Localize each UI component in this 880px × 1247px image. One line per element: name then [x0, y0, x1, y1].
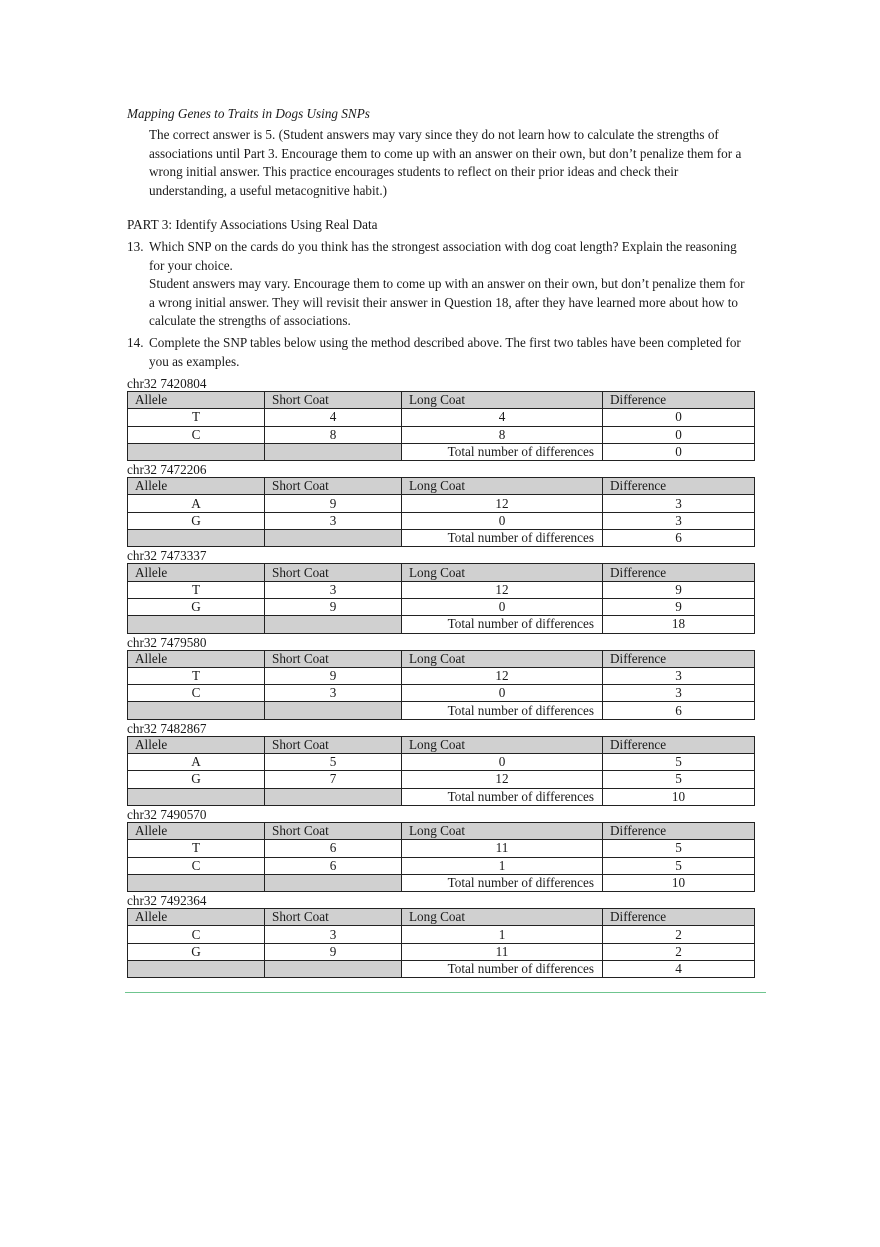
- table-cell: 3: [265, 581, 402, 598]
- empty-cell: [128, 874, 265, 891]
- table-cell: T: [128, 581, 265, 598]
- empty-cell: [128, 443, 265, 460]
- part-title: PART 3: Identify Associations Using Real Data: [127, 217, 378, 232]
- total-value: 4: [603, 961, 755, 978]
- empty-cell: [265, 788, 402, 805]
- table-cell: 3: [603, 685, 755, 702]
- column-header: Short Coat: [265, 392, 402, 409]
- snp-table-label: chr32 7490570: [127, 806, 207, 822]
- table-header-row: [128, 822, 755, 839]
- empty-cell: [128, 788, 265, 805]
- total-row: [128, 530, 755, 547]
- total-value: 0: [603, 443, 755, 460]
- table-cell: 6: [265, 840, 402, 857]
- snp-table-label: chr32 7492364: [127, 893, 207, 909]
- table-cell: 12: [402, 771, 603, 788]
- column-header: Allele: [128, 478, 265, 495]
- table-cell: 0: [402, 754, 603, 771]
- table-cell: 9: [265, 495, 402, 512]
- table-cell: C: [128, 857, 265, 874]
- table-cell: 11: [402, 840, 603, 857]
- question-13-answer: Student answers may vary. Encourage them to come up with an answer on their own, but don’t penalize them for a wrong initial answer. They will revisit their answer in Question 18, after they have learned more about how to calculate the strengths of associations.: [149, 276, 745, 329]
- column-header: Short Coat: [265, 650, 402, 667]
- table-cell: G: [128, 512, 265, 529]
- table-row: [128, 581, 755, 598]
- column-header: Long Coat: [402, 564, 603, 581]
- table-cell: 5: [603, 754, 755, 771]
- table-cell: 7: [265, 771, 402, 788]
- column-header: Difference: [603, 822, 755, 839]
- table-cell: 3: [603, 495, 755, 512]
- column-header: Difference: [603, 650, 755, 667]
- table-cell: C: [128, 685, 265, 702]
- table-cell: 4: [402, 409, 603, 426]
- question-14: [127, 334, 747, 371]
- total-label: Total number of differences: [402, 702, 603, 719]
- table-cell: 3: [265, 685, 402, 702]
- snp-table: [127, 736, 755, 806]
- table-cell: 0: [402, 685, 603, 702]
- table-cell: 5: [265, 754, 402, 771]
- empty-cell: [265, 961, 402, 978]
- table-cell: T: [128, 840, 265, 857]
- snp-table: [127, 477, 755, 547]
- table-row: [128, 409, 755, 426]
- snp-table: [127, 822, 755, 892]
- table-header-row: [128, 650, 755, 667]
- total-label: Total number of differences: [402, 961, 603, 978]
- table-cell: T: [128, 409, 265, 426]
- column-header: Short Coat: [265, 822, 402, 839]
- table-cell: 0: [603, 409, 755, 426]
- table-cell: 1: [402, 857, 603, 874]
- total-value: 6: [603, 530, 755, 547]
- total-row: [128, 874, 755, 891]
- table-header-row: [128, 736, 755, 753]
- table-cell: A: [128, 754, 265, 771]
- total-row: [128, 961, 755, 978]
- total-row: [128, 616, 755, 633]
- column-header: Short Coat: [265, 909, 402, 926]
- table-cell: 5: [603, 840, 755, 857]
- empty-cell: [128, 616, 265, 633]
- total-label: Total number of differences: [402, 874, 603, 891]
- empty-cell: [128, 961, 265, 978]
- empty-cell: [265, 443, 402, 460]
- total-value: 10: [603, 874, 755, 891]
- column-header: Short Coat: [265, 736, 402, 753]
- column-header: Long Coat: [402, 650, 603, 667]
- table-header-row: [128, 909, 755, 926]
- column-header: Difference: [603, 564, 755, 581]
- table-cell: G: [128, 771, 265, 788]
- table-cell: 5: [603, 771, 755, 788]
- empty-cell: [128, 530, 265, 547]
- table-cell: 9: [603, 581, 755, 598]
- table-header-row: [128, 392, 755, 409]
- table-cell: 11: [402, 943, 603, 960]
- snp-table: [127, 650, 755, 720]
- table-row: [128, 598, 755, 615]
- column-header: Allele: [128, 650, 265, 667]
- snp-table: [127, 908, 755, 978]
- table-cell: 3: [603, 667, 755, 684]
- table-cell: 2: [603, 943, 755, 960]
- table-cell: 12: [402, 495, 603, 512]
- table-row: [128, 771, 755, 788]
- snp-tables: [127, 375, 754, 978]
- total-label: Total number of differences: [402, 788, 603, 805]
- table-cell: 8: [265, 426, 402, 443]
- table-row: [128, 840, 755, 857]
- table-row: [128, 926, 755, 943]
- table-cell: 8: [402, 426, 603, 443]
- table-cell: 9: [265, 943, 402, 960]
- empty-cell: [265, 702, 402, 719]
- snp-table-label: chr32 7473337: [127, 548, 207, 564]
- table-header-row: [128, 478, 755, 495]
- table-cell: A: [128, 495, 265, 512]
- table-row: [128, 512, 755, 529]
- table-cell: 0: [603, 426, 755, 443]
- snp-table: [127, 391, 755, 461]
- document-header: Mapping Genes to Traits in Dogs Using SNPs: [127, 106, 370, 121]
- column-header: Allele: [128, 909, 265, 926]
- column-header: Difference: [603, 736, 755, 753]
- table-cell: 9: [265, 598, 402, 615]
- table-cell: 3: [265, 926, 402, 943]
- snp-table-label: chr32 7482867: [127, 720, 207, 736]
- table-cell: T: [128, 667, 265, 684]
- column-header: Allele: [128, 392, 265, 409]
- column-header: Long Coat: [402, 909, 603, 926]
- column-header: Short Coat: [265, 478, 402, 495]
- table-cell: C: [128, 426, 265, 443]
- total-value: 18: [603, 616, 755, 633]
- column-header: Difference: [603, 909, 755, 926]
- column-header: Long Coat: [402, 478, 603, 495]
- question-13-number: 13.: [127, 239, 144, 254]
- table-header-row: [128, 564, 755, 581]
- empty-cell: [128, 702, 265, 719]
- table-cell: 0: [402, 598, 603, 615]
- table-cell: 0: [402, 512, 603, 529]
- total-row: [128, 702, 755, 719]
- snp-table: [127, 563, 755, 633]
- empty-cell: [265, 616, 402, 633]
- table-row: [128, 754, 755, 771]
- table-cell: 12: [402, 667, 603, 684]
- table-cell: 3: [265, 512, 402, 529]
- table-cell: 4: [265, 409, 402, 426]
- table-cell: 1: [402, 926, 603, 943]
- column-header: Allele: [128, 736, 265, 753]
- table-cell: G: [128, 598, 265, 615]
- snp-table-label: chr32 7420804: [127, 376, 207, 391]
- table-cell: C: [128, 926, 265, 943]
- table-cell: 6: [265, 857, 402, 874]
- column-header: Long Coat: [402, 736, 603, 753]
- question-13: [127, 238, 747, 331]
- total-row: [128, 443, 755, 460]
- column-header: Long Coat: [402, 392, 603, 409]
- table-row: [128, 857, 755, 874]
- footer-rule: [125, 992, 766, 993]
- table-cell: 12: [402, 581, 603, 598]
- total-row: [128, 788, 755, 805]
- table-row: [128, 943, 755, 960]
- answer-intro-paragraph: The correct answer is 5. (Student answers may vary since they do not learn how to calculate the strengths of associations until Part 3. Encourage them to come up with an answer on their own, but don’t penalize them for a wrong initial answer. This practice encourages students to reflect on their prior ideas and check their understanding, a useful metacognitive habit.): [149, 127, 742, 198]
- total-value: 10: [603, 788, 755, 805]
- table-cell: 9: [265, 667, 402, 684]
- table-cell: 9: [603, 598, 755, 615]
- question-14-number: 14.: [127, 335, 144, 350]
- column-header: Difference: [603, 392, 755, 409]
- question-13-text: Which SNP on the cards do you think has the strongest association with dog coat length? Explain the reasoning for your choice.: [149, 239, 737, 273]
- snp-table-label: chr32 7472206: [127, 462, 207, 478]
- table-cell: G: [128, 943, 265, 960]
- empty-cell: [265, 530, 402, 547]
- column-header: Allele: [128, 822, 265, 839]
- total-label: Total number of differences: [402, 443, 603, 460]
- column-header: Difference: [603, 478, 755, 495]
- snp-table-label: chr32 7479580: [127, 634, 207, 650]
- table-cell: 2: [603, 926, 755, 943]
- column-header: Short Coat: [265, 564, 402, 581]
- table-row: [128, 426, 755, 443]
- question-14-text: Complete the SNP tables below using the method described above. The first two tables have been completed for you as examples.: [149, 335, 741, 369]
- total-label: Total number of differences: [402, 530, 603, 547]
- table-row: [128, 685, 755, 702]
- total-label: Total number of differences: [402, 616, 603, 633]
- column-header: Long Coat: [402, 822, 603, 839]
- table-row: [128, 667, 755, 684]
- total-value: 6: [603, 702, 755, 719]
- table-row: [128, 495, 755, 512]
- table-cell: 3: [603, 512, 755, 529]
- empty-cell: [265, 874, 402, 891]
- column-header: Allele: [128, 564, 265, 581]
- table-cell: 5: [603, 857, 755, 874]
